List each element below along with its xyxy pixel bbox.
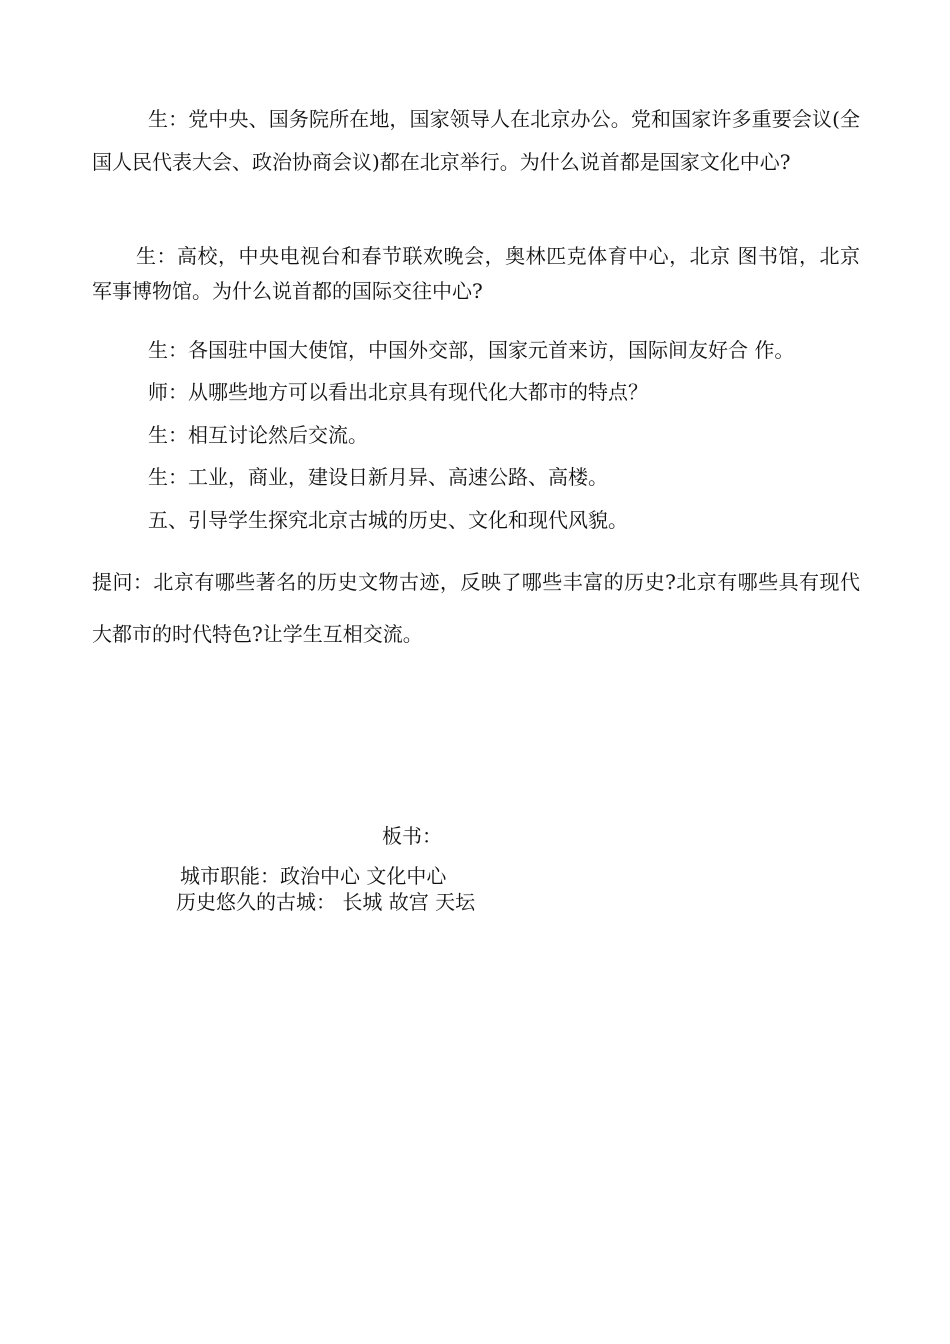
line-student-discussion: 生：相互讨论然后交流。 [148, 423, 368, 447]
line-teacher-question: 师：从哪些地方可以看出北京具有现代化大都市的特点？ [148, 380, 648, 404]
line-international-exchange: 生：各国驻中国大使馆，中国外交部，国家元首来访，国际间友好合 作。 [148, 338, 795, 362]
board-line-city-functions: 城市职能：政治中心 文化中心 [180, 864, 447, 888]
board-line-ancient-city: 历史悠久的古城： 长城 故宫 天坛 [176, 890, 476, 914]
line-student-answer: 生：工业，商业，建设日新月异、高速公路、高楼。 [148, 465, 608, 489]
paragraph-political-center: 生：党中央、国务院所在地，国家领导人在北京办公。党和国家许多重要会议(全国人民代表大会、政治协商会议)都在北京举行。为什么说首都是国家文化中心? [92, 107, 860, 174]
board-title: 板书： [382, 824, 442, 848]
paragraph-cultural-center: 生：高校，中央电视台和春节联欢晚会，奥林匹克体育中心，北京 图书馆，北京军事博物馆。为什么说首都的国际交往中心? [92, 244, 860, 303]
paragraph-question: 提问：北京有哪些著名的历史文物古迹，反映了哪些丰富的历史?北京有哪些具有现代大都市的时代特色?让学生互相交流。 [92, 570, 860, 646]
line-section-five: 五、引导学生探究北京古城的历史、文化和现代风貌。 [148, 508, 628, 532]
